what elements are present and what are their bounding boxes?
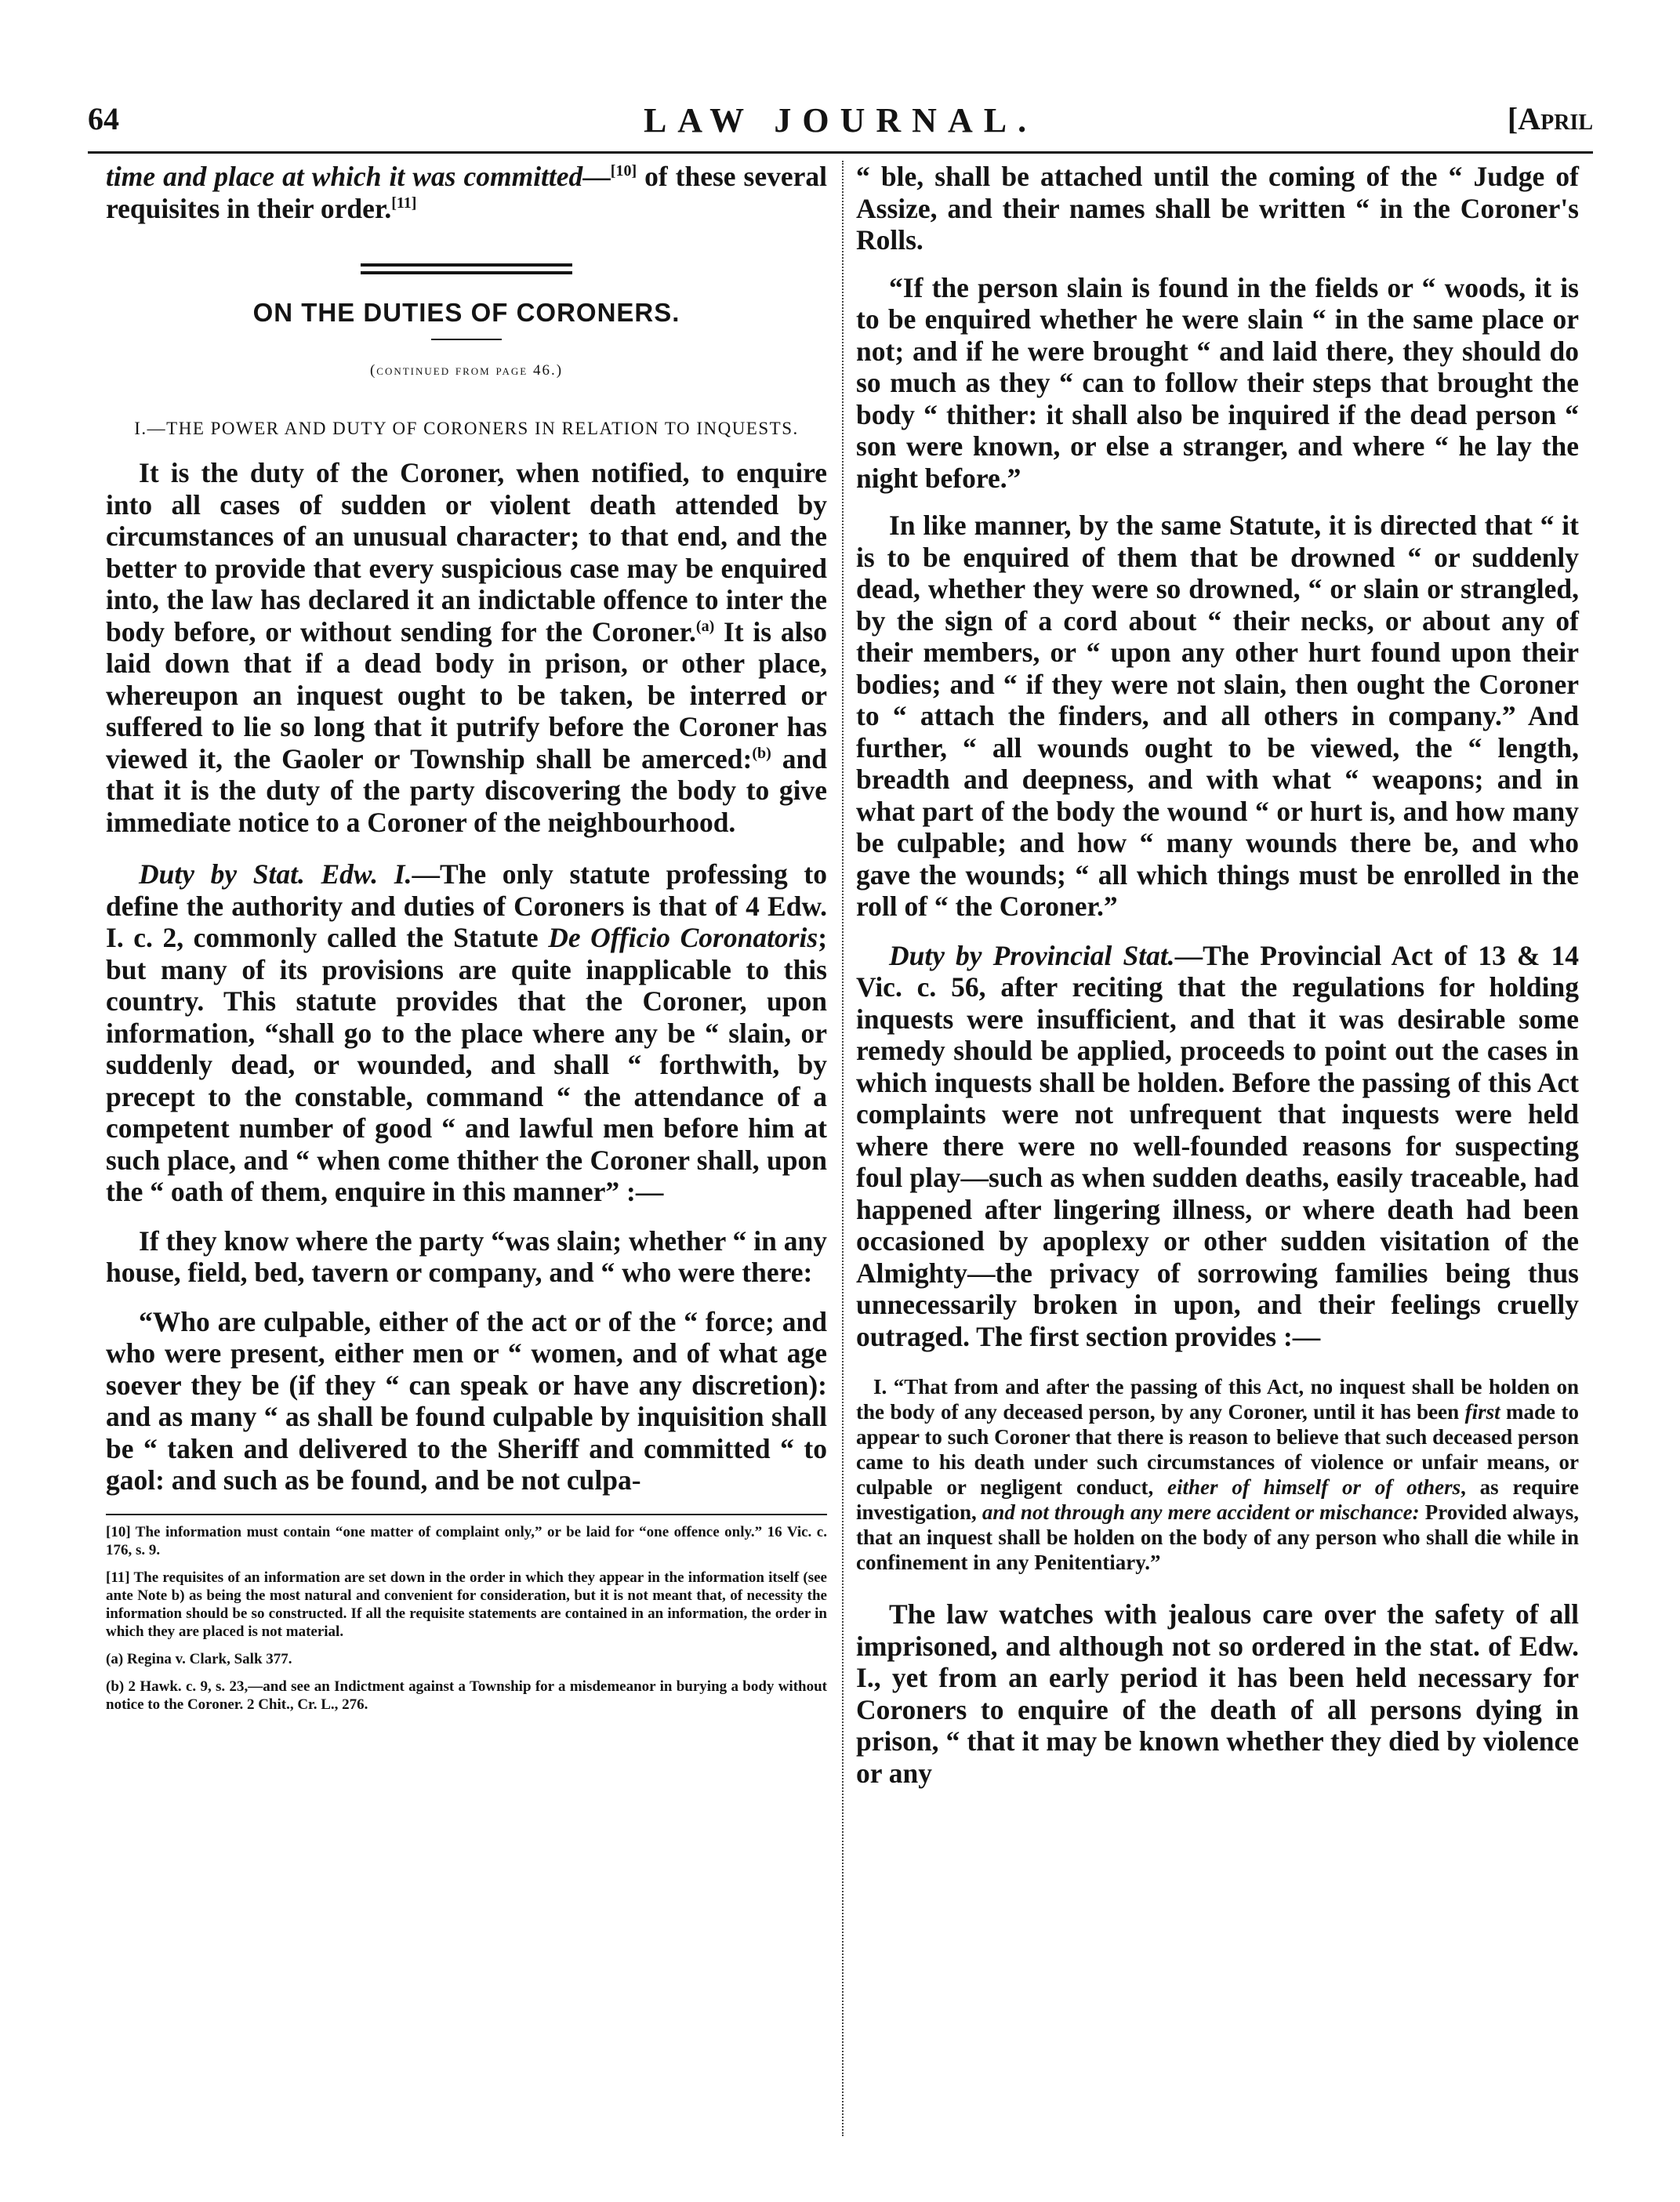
page-header (88, 100, 1593, 147)
statute-text: I. “That from and after the passing of this Act, no inquest shall be holden on the body of any deceased person, by any Coroner, until it has been (856, 1375, 1579, 1424)
paragraph-ble-attached: “ ble, shall be attached until the coming of the “ Judge of Assize, and their names shall be written “ in the Coroner's Rolls. (856, 161, 1579, 256)
column-divider (842, 161, 845, 2136)
paragraph-heading: Duty by Stat. Edw. I. (139, 858, 412, 890)
carry-over-paragraph (106, 161, 827, 224)
continued-note: (continued from page 46.) (369, 362, 564, 379)
paragraph-person-slain: “If the person slain is found in the fields or “ woods, it is to be enquired whether he were slain “ in the same place or not; and if he were brought “ and laid there, they should do so much as they “ can to follow their steps that brought the body “ thither: it shall also be inquired if the dead person “ son were known, or else a stranger, and where “ he lay the night before.” (856, 271, 1579, 494)
statute-name: De Officio Coronatoris (548, 922, 818, 953)
statute-quote (856, 1374, 1579, 1575)
para-text: ; but many of its provisions are quite inapplicable to this country. This statute provides that the Coroner, upon information, “shall go to the place where any be “ slain, or suddenly dead, or wounded, and shall “ forthwith, by precept to the constable, command “ the attendance of a competent number of good “ and lawful men before him at such place, and “ when come thither the Coroner shall, upon the “ oath of them, enquire in this manner” :— (106, 922, 828, 1207)
paragraph-law-watches: The law watches with jealous care over the safety of all imprisoned, and although not so ordered in the stat. of Edw. I., yet from an early period it has been held necessary for Coroners to enquire of the death of all persons dying in prison, “ that it may be known whether they died by violence or any (856, 1598, 1579, 1789)
footnote-ref-11: [11] (391, 194, 417, 212)
footnote-ref-a: (a) (695, 617, 715, 635)
statute-text: made to appear to such Coroner that there is reason to believe that such deceased person came to his death under such circumstances of violence or unfair means, or culpable or negligent conduct, (856, 1400, 1579, 1499)
paragraph-duty-of-coroner (106, 457, 827, 838)
para-text: It is also laid down that if a dead body in prison, or other place, whereupon an inquest ought to be taken, be interred or suffered to lie so long that it putrify before the Coroner has viewed it, the Gaoler or Township shall be amerced: (106, 615, 827, 775)
para-text: and that it is the duty of the party discovering the body to give immediate notice to a Coroner of the neighbourhood. (106, 742, 827, 838)
statute-text: Provided always, that an inquest shall be holden on the body of any person who shall die while in confinement in any Penitentiary.” (856, 1500, 1580, 1574)
paragraph-who-are-culpable: “Who are culpable, either of the act or of the “ force; and who were present, either men or “ women, and of what age soever they be (if they “ can speak or have any discretion): and as many “ as shall be found culpable by inquisition shall be “ taken and delivered to the Sheriff and committed “ to gaol: and such as be found, and be not culpa- (106, 1305, 827, 1496)
footnote-10: [10] The information must contain “one matter of complaint only,” or be laid for “one offence only.” 16 Vic. c. 176, s. 9. (106, 1523, 827, 1558)
statute-text: , as require investigation, (856, 1475, 1579, 1524)
right-column (856, 161, 1579, 1789)
paragraph-heading: Duty by Provincial Stat. (889, 939, 1175, 971)
footnote-a: (a) Regina v. Clark, Salk 377. (106, 1650, 292, 1667)
statute-italic: either of himself or of others (1167, 1475, 1461, 1499)
paragraph-if-they-know: If they know where the party “was slain; whether “ in any house, field, bed, tavern or company, and “ who were there: (106, 1224, 827, 1288)
para-text: —The only statute professing to define the authority and duties of Coroners is that of 4 Edw. I. c. 2, commonly called the Statute (106, 858, 827, 953)
carry-over-italic: time and place at which it was committed (106, 161, 583, 192)
statute-italic: first (1464, 1400, 1500, 1424)
section-title: ON THE DUTIES OF CORONERS. (252, 298, 680, 327)
header-rule (88, 151, 1593, 154)
footnote-ref-b: (b) (752, 744, 771, 762)
paragraph-like-manner: In like manner, by the same Statute, it is directed that “ it is to be enquired of them that be drowned “ or suddenly dead, whether they were so drowned, “ or slain or strangled, by the sign of a cord about “ their necks, or about any of their members, or “ upon any other hurt found upon their bodies; and “ if they were not slain, then ought the Coroner to “ attach the finders, and all others in company.” And further, “ all wounds ought to be viewed, the “ length, breadth and deepness, and with what “ weapons; and in what part of the body the wound “ or hurt is, and how many be culpable; and how “ many wounds there be, and who gave the wounds; “ all which things must be enrolled in the roll of “ the Coroner.” (856, 510, 1579, 922)
footnote-ref-10: [10] (610, 162, 637, 180)
para-text: It is the duty of the Coroner, when notified, to enquire into all cases of sudden or violent death attended by circumstances of an unusual character; to that end, and the better to provide that every suspicious case may be enquired into, the law has declared it an indictable offence to inter the body before, or without sending for the Coroner. (106, 457, 827, 648)
left-column (106, 161, 827, 1714)
page-number: 64 (88, 101, 119, 136)
paragraph-provincial-stat (856, 940, 1579, 1353)
subsection-heading: I.—THE POWER AND DUTY OF CORONERS IN RELATION TO INQUESTS. (134, 419, 799, 438)
paragraph-stat-edw (106, 858, 827, 1208)
statute-italic: and not through any mere accident or mischance: (982, 1500, 1420, 1524)
carry-over-text: of these several requisites in their order. (106, 161, 827, 224)
dash: — (582, 161, 611, 192)
footnote-11: [11] The requisites of an information are set down in the order in which they appear in the information itself (see ante Note b) as being the most natural and convenient for consideration, but it is not meant that, of necessity the information should be so constructed. If all the requisite statements are contained in an information, the order in which they are placed is not material. (106, 1569, 827, 1640)
journal-title: LAW JOURNAL. (643, 101, 1038, 140)
section-double-rule (361, 263, 572, 274)
footnote-b: (b) 2 Hawk. c. 9, s. 23,—and see an Indictment against a Township for a misdemeanor in burying a body without notice to the Coroner. 2 Chit., Cr. L., 276. (106, 1678, 827, 1713)
para-text: —The Provincial Act of 13 & 14 Vic. c. 56, after reciting that the regulations for holding inquests were insufficient, and that it was desirable some remedy should be applied, proceeds to point out the cases in which inquests shall be holden. Before the passing of this Act complaints were not unfrequent that inquests were held where there were no well-founded reasons for suspecting foul play—such as when sudden deaths, easily traceable, had happened after lingering illness, or where death had been occasioned by apoplexy or other sudden visitation of the Almighty—the privacy of sorrowing families being thus unnecessarily broken in upon, and their feelings cruelly outraged. The first section provides :— (856, 939, 1579, 1352)
month-label: [April (1507, 101, 1593, 136)
